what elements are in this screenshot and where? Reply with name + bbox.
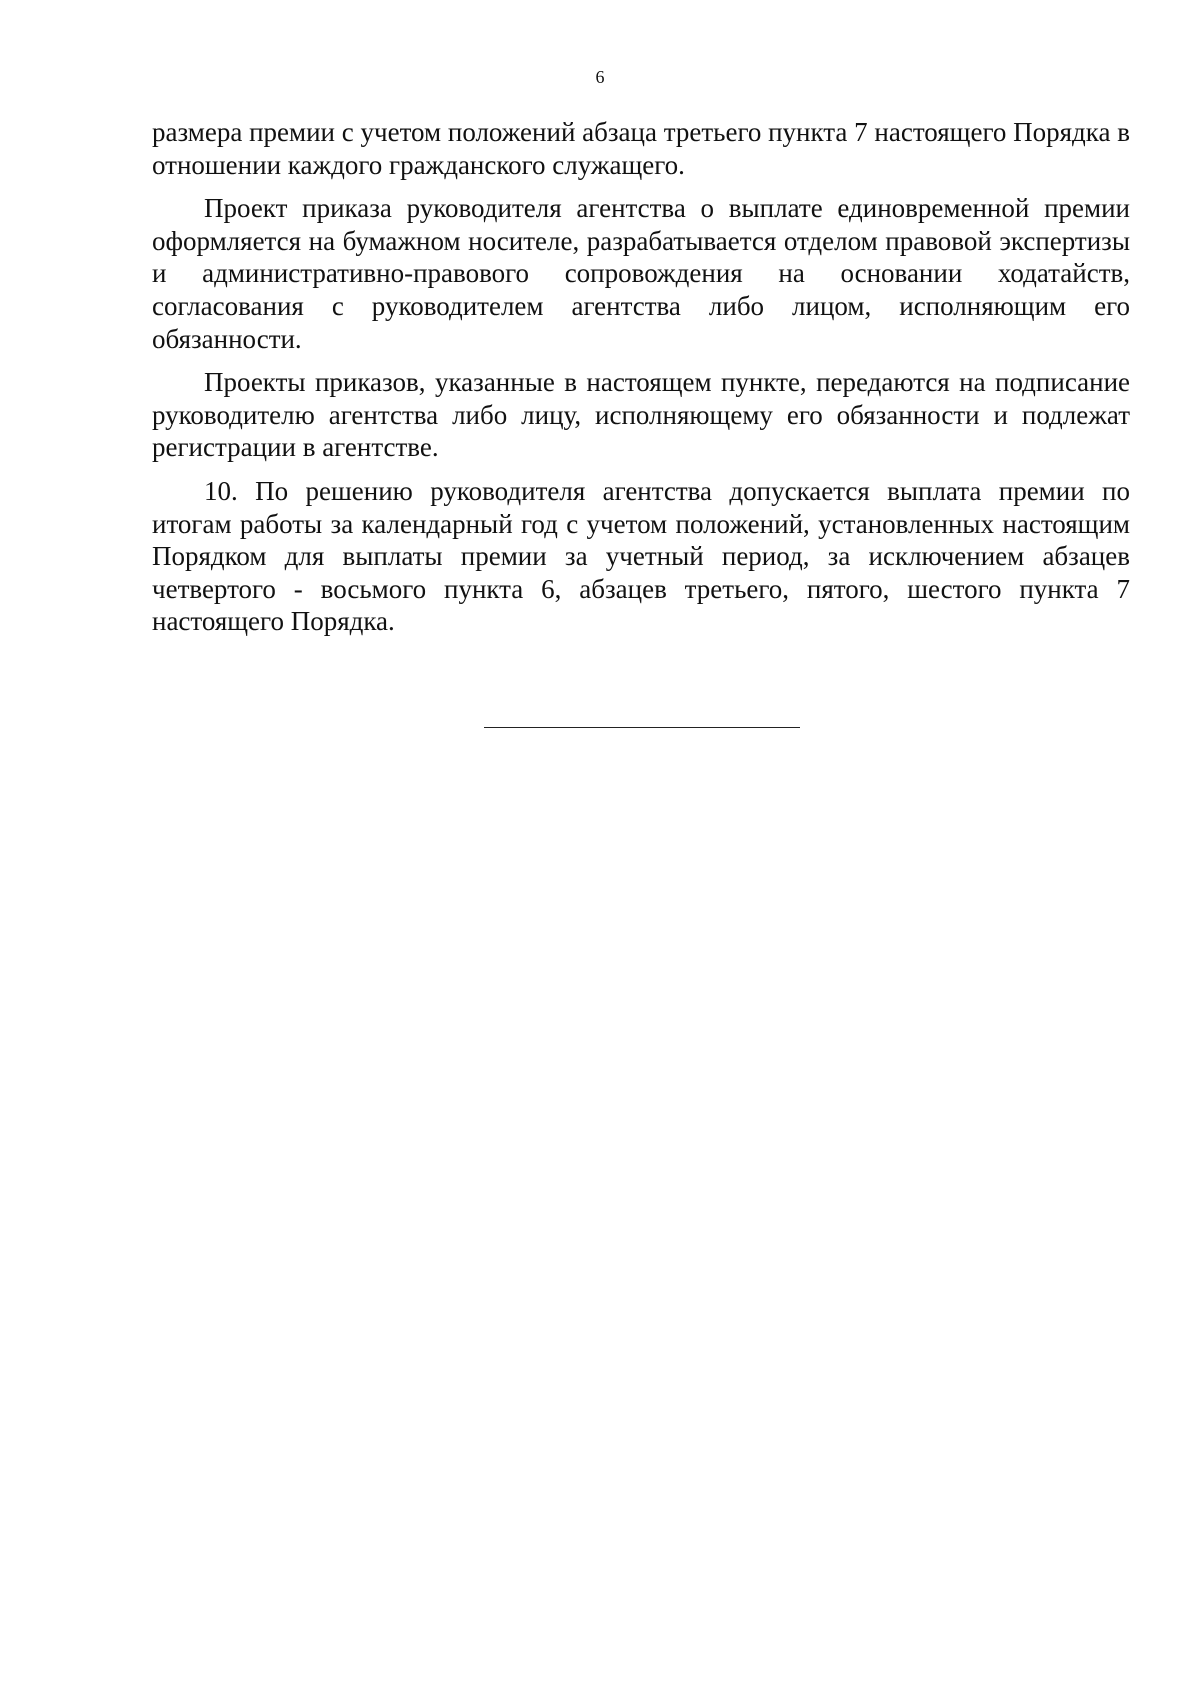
- page-number: 6: [595, 67, 605, 87]
- paragraph-order-draft: Проект приказа руководителя агентства о выплате единовременной премии оформляется на бумажном носителе, разрабатывается отделом правовой экспертизы и административно-правового сопровождения на основании ходатайств, согласования с руководителем агентства либо лицом, исполняющим его обязанности.: [152, 193, 1130, 354]
- document-body: [152, 116, 1130, 649]
- paragraph-item-10: 10. По решению руководителя агентства допускается выплата премии по итогам работы за календарный год с учетом положений, установленных настоящим Порядком для выплаты премии за учетный период, за исключением абзацев четвертого - восьмого пункта 6, абзацев третьего, пятого, шестого пункта 7 настоящего Порядка.: [152, 475, 1130, 637]
- end-of-document-rule: [484, 727, 800, 728]
- paragraph-order-signing: Проекты приказов, указанные в настоящем пункте, передаются на подписание руководителю агентства либо лицу, исполняющему его обязанности и подлежат регистрации в агентстве.: [152, 367, 1130, 463]
- paragraph-continuation: размера премии с учетом положений абзаца третьего пункта 7 настоящего Порядка в отношении каждого гражданского служащего.: [152, 117, 1130, 180]
